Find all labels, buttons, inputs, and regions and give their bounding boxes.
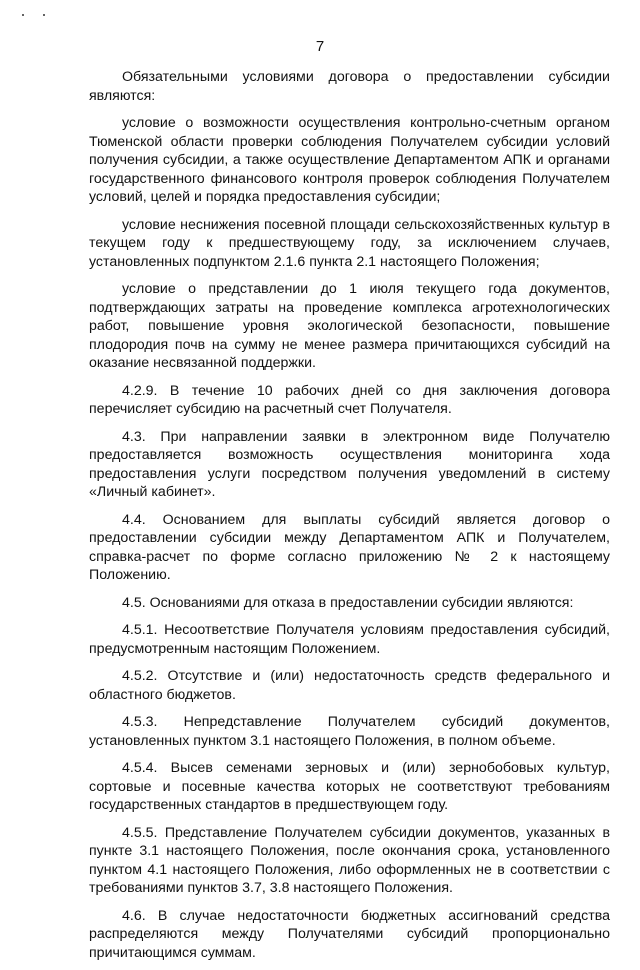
paragraph: условие неснижения посевной площади сельскохозяйственных культур в текущем году к предшествующему году, за исключением случаев, установленных подпунктом 2.1.6 пункта 2.1 настоящего Положения; [89,216,610,270]
paragraph: 4.5.4. Высев семенами зерновых и (или) зернобобовых культур, сортовые и посевные качества которых не соответствуют требованиям государственных стандартов в предшествующем году. [89,760,610,813]
paragraph: Обязательными условиями договора о предоставлении субсидии являются: [89,69,610,104]
paragraph: условие о представлении до 1 июля текущего года документов, подтверждающих затраты на проведение комплекса агротехнологических работ, повышение уровня экологической безопасности, повышение плодородия почв на сумму не менее размера причитающихся субсидий на оказание несвязанной поддержки. [89,281,610,371]
page-number: 7 [315,38,325,55]
document-body [89,68,610,970]
paragraph: 4.5.3. Непредставление Получателем субсидий документов, установленных пунктом 3.1 настоящего Положения, в полном объеме. [89,714,610,749]
paragraph: 4.3. При направлении заявки в электронном виде Получателю предоставляется возможность осуществления мониторинга хода предоставления услуги посредством получения уведомлений в систему «Личный кабинет». [89,428,610,500]
paragraph: условие о возможности осуществления контрольно-счетным органом Тюменской области проверки соблюдения Получателем субсидии условий получения субсидии, а также осуществление Департаментом АПК и органами государственного финансового контроля проверок соблюдения Получателем условий, целей и порядка предоставления субсидии; [89,115,610,205]
scan-dot [43,14,45,16]
scan-dot [22,14,24,16]
paragraph: 4.5.2. Отсутствие и (или) недостаточность средств федерального и областного бюджетов. [89,668,610,703]
paragraph: 4.5.1. Несоответствие Получателя условиям предоставления субсидий, предусмотренным настоящим Положением. [89,622,610,657]
paragraph: 4.5. Основаниями для отказа в предоставлении субсидии являются: [122,594,574,611]
paragraph: 4.2.9. В течение 10 рабочих дней со дня заключения договора перечисляет субсидию на расчетный счет Получателя. [89,382,610,417]
paragraph: 4.6. В случае недостаточности бюджетных ассигнований средства распределяются между Получателями субсидий пропорционально причитающимся суммам. [89,907,610,961]
paragraph: 4.5.5. Представление Получателем субсидии документов, указанных в пункте 3.1 настоящего Положения, после окончания срока, установленного пунктом 4.1 настоящего Положения, либо оформленных не в соответствии с требованиями пунктов 3.7, 3.8 настоящего Положения. [89,824,610,896]
paragraph: 4.4. Основанием для выплаты субсидий является договор о предоставлении субсидии между Департаментом АПК и Получателем, справка-расчет по форме согласно приложению № 2 к настоящему Положению. [89,511,610,583]
